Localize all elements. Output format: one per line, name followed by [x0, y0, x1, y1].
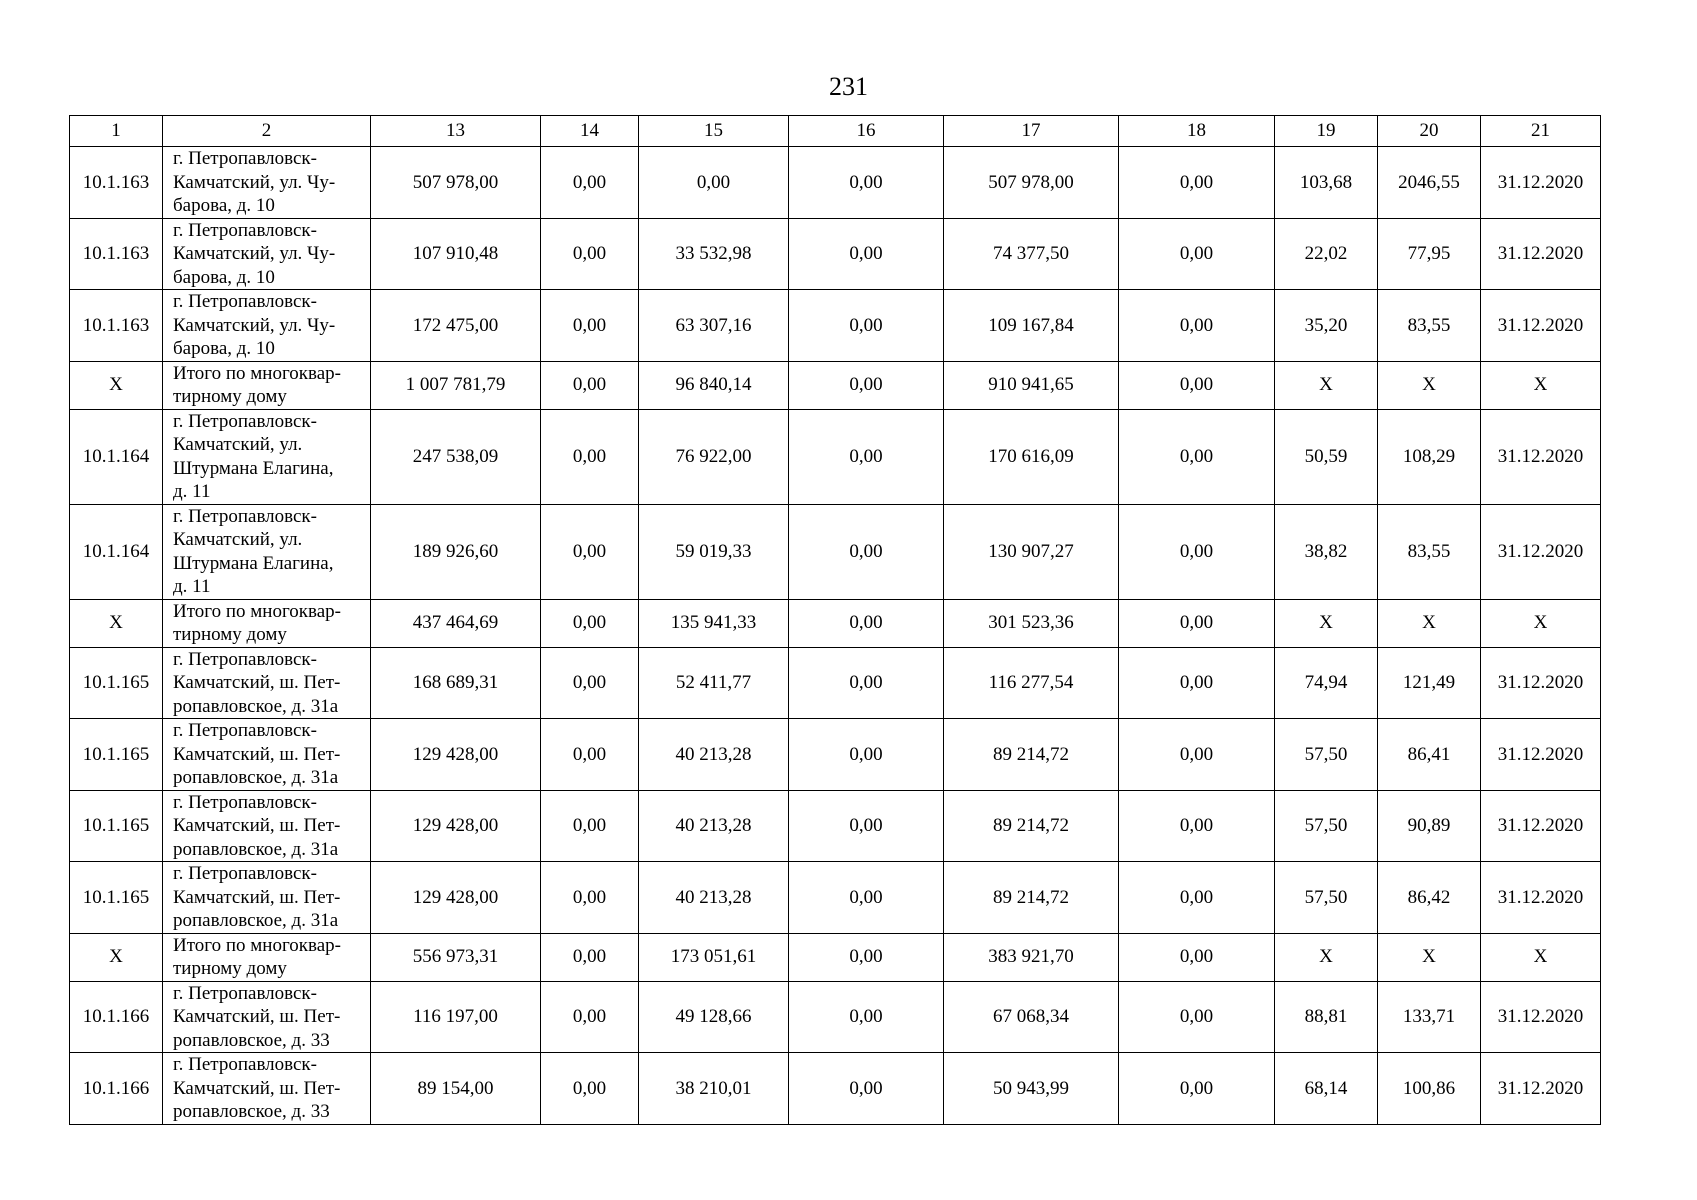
cell-c18: 0,00	[1119, 504, 1275, 599]
table-row	[70, 361, 1601, 409]
cell-c13: 172 475,00	[371, 290, 541, 362]
cell-c16: 0,00	[789, 504, 944, 599]
cell-c20: 86,41	[1378, 719, 1481, 791]
cell-c15: 59 019,33	[639, 504, 789, 599]
cell-c20: 86,42	[1378, 862, 1481, 934]
address-line: Камчатский, ш. Пет-	[173, 743, 341, 765]
cell-c21: 31.12.2020	[1481, 504, 1601, 599]
address-cell	[163, 147, 371, 219]
cell-c20: 108,29	[1378, 409, 1481, 504]
cell-c16: 0,00	[789, 599, 944, 647]
cell-c15: 52 411,77	[639, 647, 789, 719]
cell-c18: 0,00	[1119, 862, 1275, 934]
cell-c14: 0,00	[541, 218, 639, 290]
cell-c13: 129 428,00	[371, 862, 541, 934]
cell-c19: 88,81	[1275, 981, 1378, 1053]
address-line: д. 11	[173, 481, 211, 502]
cell-c20: 83,55	[1378, 504, 1481, 599]
cell-c13: 247 538,09	[371, 409, 541, 504]
address-line: ропавловское, д. 33	[173, 1101, 330, 1122]
cell-c13: 189 926,60	[371, 504, 541, 599]
cell-c15: 0,00	[639, 147, 789, 219]
column-header: 1	[70, 116, 163, 147]
address-line: Камчатский, ул. Чу-	[173, 243, 336, 264]
cell-c17: 50 943,99	[944, 1053, 1119, 1125]
column-header: 14	[541, 116, 639, 147]
cell-c16: 0,00	[789, 361, 944, 409]
cell-c18: 0,00	[1119, 361, 1275, 409]
cell-c14: 0,00	[541, 790, 639, 862]
cell-c17: 67 068,34	[944, 981, 1119, 1053]
column-header: 21	[1481, 116, 1601, 147]
table-body	[70, 147, 1601, 1125]
cell-c17: 89 214,72	[944, 719, 1119, 791]
cell-c1: 10.1.165	[70, 647, 163, 719]
cell-c21: 31.12.2020	[1481, 290, 1601, 362]
cell-c14: 0,00	[541, 933, 639, 981]
table-row	[70, 1053, 1601, 1125]
cell-c13: 129 428,00	[371, 719, 541, 791]
cell-c1: 10.1.164	[70, 409, 163, 504]
cell-c1: 10.1.163	[70, 218, 163, 290]
table-row	[70, 504, 1601, 599]
table-row	[70, 719, 1601, 791]
cell-c19: X	[1275, 361, 1378, 409]
address-line: тирному дому	[173, 386, 287, 407]
cell-c18: 0,00	[1119, 290, 1275, 362]
cell-c21: 31.12.2020	[1481, 719, 1601, 791]
address-line: г. Петропавловск-	[173, 791, 317, 813]
address-line: Штурмана Елагина,	[173, 552, 334, 574]
cell-c21: 31.12.2020	[1481, 218, 1601, 290]
cell-c18: 0,00	[1119, 933, 1275, 981]
table-row	[70, 290, 1601, 362]
address-line: тирному дому	[173, 958, 287, 979]
cell-c15: 40 213,28	[639, 790, 789, 862]
cell-c19: X	[1275, 933, 1378, 981]
cell-c13: 107 910,48	[371, 218, 541, 290]
cell-c15: 63 307,16	[639, 290, 789, 362]
cell-c14: 0,00	[541, 647, 639, 719]
column-header: 15	[639, 116, 789, 147]
address-line: ропавловское, д. 33	[173, 1029, 330, 1051]
cell-c18: 0,00	[1119, 147, 1275, 219]
cell-c17: 170 616,09	[944, 409, 1119, 504]
cell-c19: 74,94	[1275, 647, 1378, 719]
table-row	[70, 981, 1601, 1053]
address-line: ропавловское, д. 31а	[173, 695, 339, 717]
cell-c20: 133,71	[1378, 981, 1481, 1053]
cell-c15: 40 213,28	[639, 862, 789, 934]
cell-c15: 76 922,00	[639, 409, 789, 504]
address-line: г. Петропавловск-	[173, 720, 317, 741]
address-cell	[163, 719, 371, 791]
cell-c14: 0,00	[541, 290, 639, 362]
cell-c20: X	[1378, 361, 1481, 409]
cell-c16: 0,00	[789, 290, 944, 362]
address-line: Итого по многоквар-	[173, 362, 341, 384]
cell-c17: 109 167,84	[944, 290, 1119, 362]
address-cell	[163, 290, 371, 362]
cell-c14: 0,00	[541, 1053, 639, 1125]
cell-c14: 0,00	[541, 719, 639, 791]
cell-c21: 31.12.2020	[1481, 981, 1601, 1053]
cell-c16: 0,00	[789, 147, 944, 219]
cell-c17: 507 978,00	[944, 147, 1119, 219]
cell-c1: X	[70, 361, 163, 409]
column-header: 13	[371, 116, 541, 147]
cell-c16: 0,00	[789, 719, 944, 791]
address-cell	[163, 933, 371, 981]
address-line: Итого по многоквар-	[173, 600, 341, 622]
cell-c21: 31.12.2020	[1481, 862, 1601, 934]
cell-c17: 89 214,72	[944, 790, 1119, 862]
cell-c19: 35,20	[1275, 290, 1378, 362]
cell-c13: 89 154,00	[371, 1053, 541, 1125]
cell-c15: 33 532,98	[639, 218, 789, 290]
cell-c15: 96 840,14	[639, 361, 789, 409]
address-cell	[163, 599, 371, 647]
page-number: 231	[829, 72, 868, 101]
address-cell	[163, 504, 371, 599]
cell-c20: 83,55	[1378, 290, 1481, 362]
cell-c21: 31.12.2020	[1481, 647, 1601, 719]
cell-c17: 130 907,27	[944, 504, 1119, 599]
address-line: Камчатский, ул. Чу-	[173, 171, 336, 193]
address-line: Штурмана Елагина,	[173, 457, 334, 479]
cell-c15: 40 213,28	[639, 719, 789, 791]
cell-c16: 0,00	[789, 790, 944, 862]
cell-c19: 22,02	[1275, 218, 1378, 290]
address-line: г. Петропавловск-	[173, 148, 317, 169]
cell-c18: 0,00	[1119, 1053, 1275, 1125]
cell-c13: 437 464,69	[371, 599, 541, 647]
cell-c1: 10.1.164	[70, 504, 163, 599]
cell-c19: 50,59	[1275, 409, 1378, 504]
data-table	[69, 115, 1601, 1125]
address-line: Камчатский, ул.	[173, 529, 303, 550]
cell-c18: 0,00	[1119, 647, 1275, 719]
cell-c14: 0,00	[541, 504, 639, 599]
address-line: барова, д. 10	[173, 338, 275, 359]
cell-c19: 103,68	[1275, 147, 1378, 219]
cell-c16: 0,00	[789, 862, 944, 934]
column-header: 19	[1275, 116, 1378, 147]
cell-c1: X	[70, 933, 163, 981]
address-line: г. Петропавловск-	[173, 1054, 317, 1075]
cell-c21: 31.12.2020	[1481, 147, 1601, 219]
address-line: барова, д. 10	[173, 266, 275, 288]
cell-c13: 507 978,00	[371, 147, 541, 219]
column-header: 16	[789, 116, 944, 147]
cell-c20: 90,89	[1378, 790, 1481, 862]
cell-c19: 68,14	[1275, 1053, 1378, 1125]
address-line: Итого по многоквар-	[173, 934, 341, 956]
cell-c16: 0,00	[789, 218, 944, 290]
table-row	[70, 147, 1601, 219]
cell-c18: 0,00	[1119, 409, 1275, 504]
table-row	[70, 790, 1601, 862]
cell-c15: 173 051,61	[639, 933, 789, 981]
cell-c14: 0,00	[541, 862, 639, 934]
cell-c19: 38,82	[1275, 504, 1378, 599]
address-line: ропавловское, д. 31а	[173, 910, 339, 931]
cell-c18: 0,00	[1119, 218, 1275, 290]
column-header: 20	[1378, 116, 1481, 147]
address-line: г. Петропавловск-	[173, 410, 317, 432]
cell-c14: 0,00	[541, 409, 639, 504]
cell-c16: 0,00	[789, 647, 944, 719]
cell-c13: 1 007 781,79	[371, 361, 541, 409]
cell-c13: 116 197,00	[371, 981, 541, 1053]
table-row	[70, 599, 1601, 647]
cell-c21: X	[1481, 933, 1601, 981]
column-header: 2	[163, 116, 371, 147]
cell-c20: 121,49	[1378, 647, 1481, 719]
cell-c1: 10.1.166	[70, 981, 163, 1053]
cell-c21: 31.12.2020	[1481, 1053, 1601, 1125]
cell-c1: X	[70, 599, 163, 647]
address-line: Камчатский, ш. Пет-	[173, 672, 341, 693]
cell-c1: 10.1.165	[70, 719, 163, 791]
address-cell	[163, 218, 371, 290]
table-row	[70, 862, 1601, 934]
address-line: г. Петропавловск-	[173, 863, 317, 884]
address-line: Камчатский, ш. Пет-	[173, 1006, 341, 1027]
header-row	[70, 116, 1601, 147]
address-cell	[163, 409, 371, 504]
cell-c1: 10.1.163	[70, 290, 163, 362]
cell-c15: 38 210,01	[639, 1053, 789, 1125]
address-line: г. Петропавловск-	[173, 505, 317, 527]
cell-c17: 383 921,70	[944, 933, 1119, 981]
cell-c14: 0,00	[541, 147, 639, 219]
cell-c19: 57,50	[1275, 719, 1378, 791]
cell-c17: 301 523,36	[944, 599, 1119, 647]
cell-c16: 0,00	[789, 981, 944, 1053]
cell-c18: 0,00	[1119, 599, 1275, 647]
cell-c21: 31.12.2020	[1481, 790, 1601, 862]
cell-c15: 49 128,66	[639, 981, 789, 1053]
cell-c19: 57,50	[1275, 790, 1378, 862]
cell-c18: 0,00	[1119, 981, 1275, 1053]
address-line: г. Петропавловск-	[173, 648, 317, 670]
address-line: барова, д. 10	[173, 195, 275, 216]
cell-c18: 0,00	[1119, 790, 1275, 862]
cell-c20: X	[1378, 933, 1481, 981]
cell-c1: 10.1.166	[70, 1053, 163, 1125]
column-header: 17	[944, 116, 1119, 147]
cell-c16: 0,00	[789, 1053, 944, 1125]
address-line: Камчатский, ш. Пет-	[173, 815, 341, 836]
address-line: Камчатский, ш. Пет-	[173, 886, 341, 908]
cell-c19: X	[1275, 599, 1378, 647]
cell-c16: 0,00	[789, 933, 944, 981]
address-line: ропавловское, д. 31а	[173, 838, 339, 860]
cell-c21: X	[1481, 599, 1601, 647]
address-line: г. Петропавловск-	[173, 291, 317, 312]
cell-c14: 0,00	[541, 361, 639, 409]
table-row	[70, 409, 1601, 504]
cell-c17: 89 214,72	[944, 862, 1119, 934]
cell-c18: 0,00	[1119, 719, 1275, 791]
address-cell	[163, 361, 371, 409]
column-header: 18	[1119, 116, 1275, 147]
cell-c20: X	[1378, 599, 1481, 647]
cell-c21: X	[1481, 361, 1601, 409]
table-row	[70, 218, 1601, 290]
cell-c17: 74 377,50	[944, 218, 1119, 290]
cell-c15: 135 941,33	[639, 599, 789, 647]
cell-c20: 77,95	[1378, 218, 1481, 290]
address-cell	[163, 790, 371, 862]
address-cell	[163, 1053, 371, 1125]
table-row	[70, 933, 1601, 981]
address-line: ропавловское, д. 31а	[173, 767, 339, 788]
cell-c13: 129 428,00	[371, 790, 541, 862]
cell-c21: 31.12.2020	[1481, 409, 1601, 504]
cell-c17: 116 277,54	[944, 647, 1119, 719]
address-line: д. 11	[173, 576, 211, 597]
table-row	[70, 647, 1601, 719]
cell-c14: 0,00	[541, 981, 639, 1053]
cell-c19: 57,50	[1275, 862, 1378, 934]
cell-c1: 10.1.165	[70, 862, 163, 934]
address-line: г. Петропавловск-	[173, 982, 317, 1004]
address-line: г. Петропавловск-	[173, 219, 317, 241]
cell-c16: 0,00	[789, 409, 944, 504]
address-line: Камчатский, ул. Чу-	[173, 314, 336, 336]
address-cell	[163, 981, 371, 1053]
cell-c17: 910 941,65	[944, 361, 1119, 409]
cell-c20: 2046,55	[1378, 147, 1481, 219]
cell-c14: 0,00	[541, 599, 639, 647]
cell-c1: 10.1.163	[70, 147, 163, 219]
address-cell	[163, 647, 371, 719]
cell-c13: 556 973,31	[371, 933, 541, 981]
cell-c20: 100,86	[1378, 1053, 1481, 1125]
address-line: Камчатский, ш. Пет-	[173, 1077, 341, 1099]
address-line: Камчатский, ул.	[173, 434, 303, 455]
cell-c13: 168 689,31	[371, 647, 541, 719]
address-cell	[163, 862, 371, 934]
address-line: тирному дому	[173, 624, 287, 645]
cell-c1: 10.1.165	[70, 790, 163, 862]
